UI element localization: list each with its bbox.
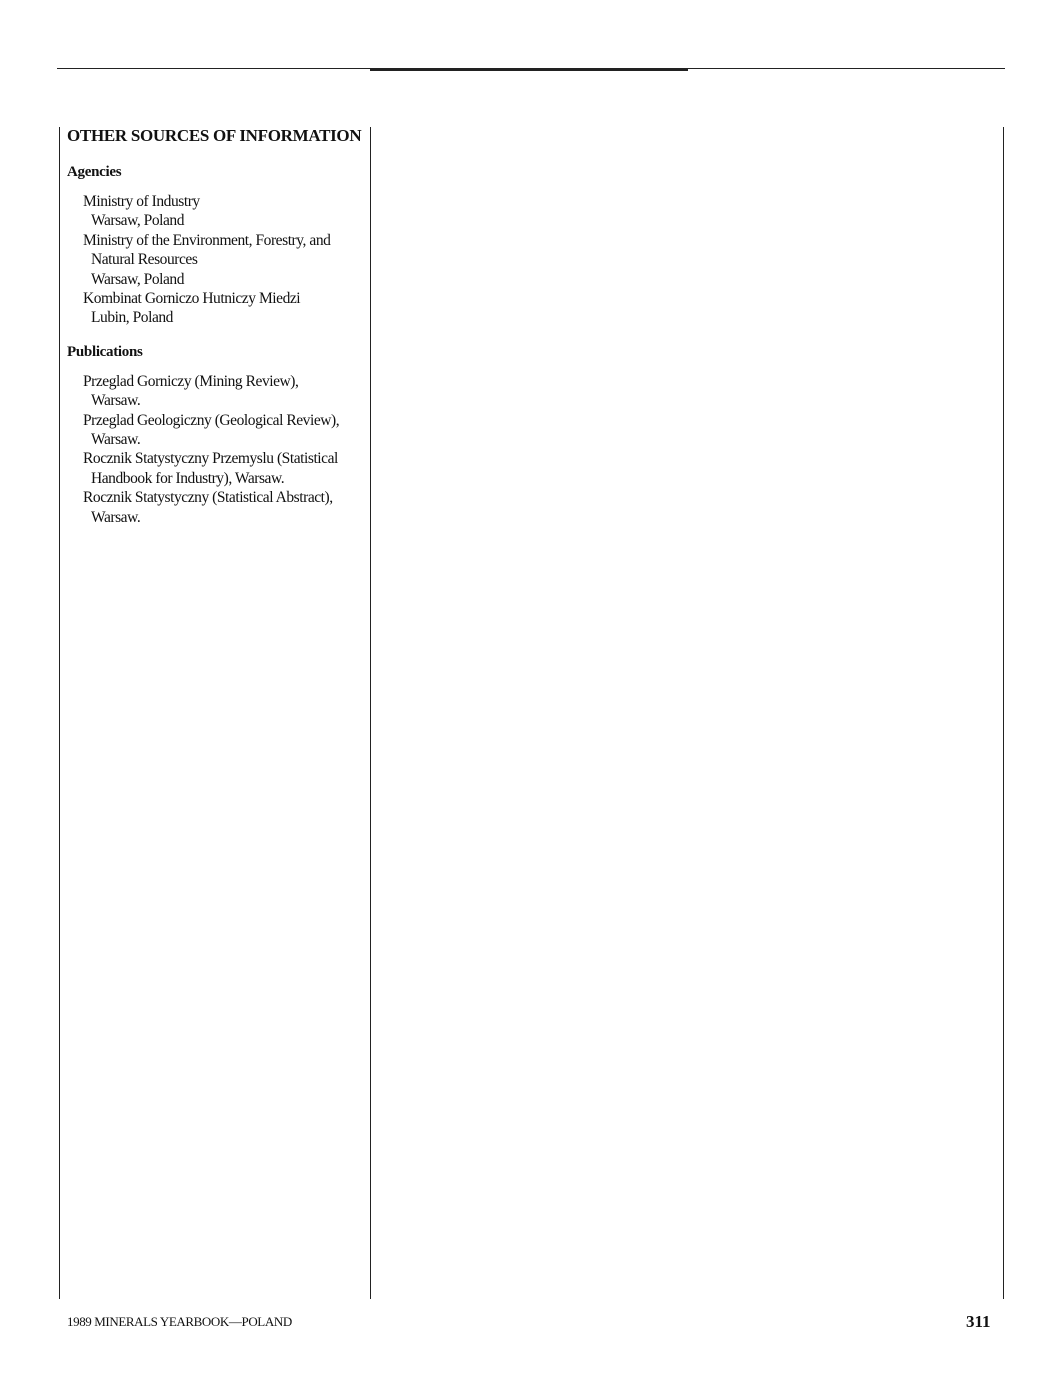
- publication-title: Przeglad Geologiczny (Geological Review),: [83, 411, 340, 429]
- agency-name-continued: Natural Resources: [91, 251, 198, 269]
- publication-entry: [83, 411, 365, 450]
- left-column: [67, 124, 365, 527]
- left-column-rule: [59, 127, 60, 1299]
- agency-name: Kombinat Gorniczo Hutniczy Miedzi: [83, 290, 301, 308]
- publication-title: Rocznik Statystyczny Przemyslu (Statistical: [83, 450, 338, 468]
- agencies-heading: Agencies: [67, 164, 122, 180]
- agency-name: Ministry of the Environment, Forestry, and: [83, 231, 331, 249]
- publication-title: Rocznik Statystyczny (Statistical Abstract),: [83, 489, 333, 507]
- publication-place: Handbook for Industry), Warsaw.: [91, 469, 285, 487]
- publication-title: Przeglad Gorniczy (Mining Review),: [83, 372, 299, 390]
- page-number: 311: [966, 1312, 991, 1331]
- running-footer-title: 1989 MINERALS YEARBOOK—POLAND: [67, 1314, 292, 1329]
- publications-heading: Publications: [67, 343, 143, 360]
- top-rule-accent: [370, 68, 688, 71]
- agency-location: Warsaw, Poland: [91, 270, 185, 288]
- middle-column-rule: [370, 127, 371, 1299]
- publication-place: Warsaw.: [91, 431, 141, 449]
- agency-entry: [83, 192, 365, 231]
- agency-entry: [83, 231, 365, 289]
- publication-place: Warsaw.: [91, 508, 141, 526]
- agency-entry: [83, 289, 365, 328]
- right-column-rule: [1003, 127, 1004, 1299]
- agency-location: Lubin, Poland: [91, 309, 173, 327]
- section-title: OTHER SOURCES OF INFORMATION: [67, 126, 362, 145]
- publication-entry: [83, 488, 365, 527]
- publication-place: Warsaw.: [91, 392, 141, 410]
- agencies-list: [67, 192, 365, 328]
- agency-location: Warsaw, Poland: [91, 212, 185, 230]
- publication-entry: [83, 449, 365, 488]
- agency-name: Ministry of Industry: [83, 193, 200, 210]
- publication-entry: [83, 372, 365, 411]
- publications-list: [67, 372, 365, 527]
